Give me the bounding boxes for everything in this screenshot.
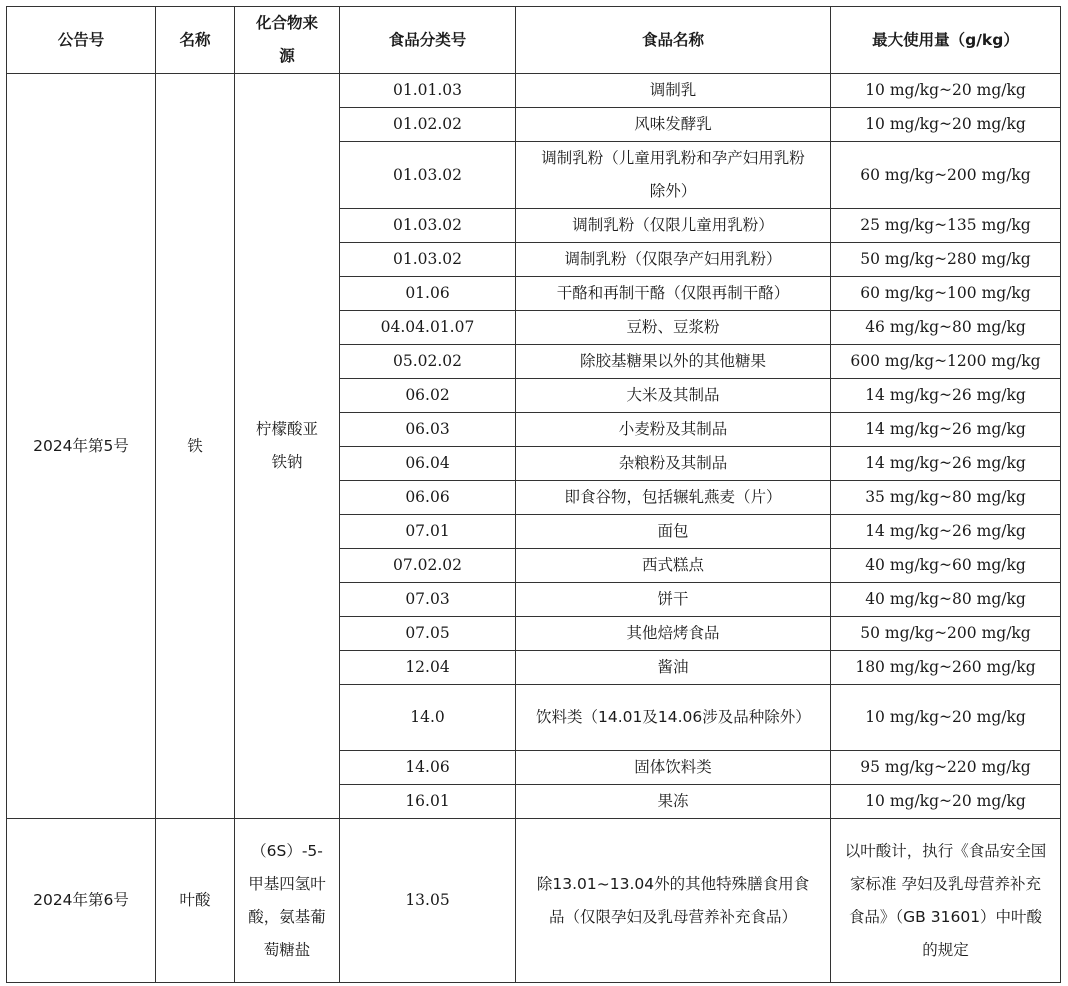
food-name-cell: 豆粉、豆浆粉 bbox=[516, 311, 831, 345]
food-name-cell: 干酪和再制干酪（仅限再制干酪） bbox=[516, 277, 831, 311]
food-code-cell: 14.06 bbox=[340, 751, 516, 785]
food-name-cell: 小麦粉及其制品 bbox=[516, 413, 831, 447]
food-additive-table bbox=[6, 6, 1061, 983]
max-usage-cell: 10 mg/kg~20 mg/kg bbox=[831, 685, 1061, 751]
food-name-cell: 固体饮料类 bbox=[516, 751, 831, 785]
food-code-cell: 06.06 bbox=[340, 481, 516, 515]
table-row bbox=[7, 819, 1061, 983]
table-header bbox=[7, 7, 1061, 74]
food-name-cell: 调制乳粉（仅限孕产妇用乳粉） bbox=[516, 243, 831, 277]
header-name: 名称 bbox=[156, 7, 235, 74]
food-name-cell: 面包 bbox=[516, 515, 831, 549]
food-code-cell: 16.01 bbox=[340, 785, 516, 819]
food-code-cell: 01.03.02 bbox=[340, 142, 516, 209]
max-usage-cell: 14 mg/kg~26 mg/kg bbox=[831, 413, 1061, 447]
max-usage-cell: 95 mg/kg~220 mg/kg bbox=[831, 751, 1061, 785]
announcement-cell: 2024年第6号 bbox=[7, 819, 156, 983]
max-usage-cell: 180 mg/kg~260 mg/kg bbox=[831, 651, 1061, 685]
table-body bbox=[7, 74, 1061, 983]
food-code-cell: 01.01.03 bbox=[340, 74, 516, 108]
table-row bbox=[7, 74, 1061, 108]
food-code-cell: 07.05 bbox=[340, 617, 516, 651]
max-usage-cell: 14 mg/kg~26 mg/kg bbox=[831, 379, 1061, 413]
food-name-cell: 杂粮粉及其制品 bbox=[516, 447, 831, 481]
food-name-cell: 除胶基糖果以外的其他糖果 bbox=[516, 345, 831, 379]
max-usage-cell: 60 mg/kg~100 mg/kg bbox=[831, 277, 1061, 311]
header-food-name: 食品名称 bbox=[516, 7, 831, 74]
food-code-cell: 06.02 bbox=[340, 379, 516, 413]
header-food-category-code: 食品分类号 bbox=[340, 7, 516, 74]
food-code-cell: 01.02.02 bbox=[340, 108, 516, 142]
max-usage-cell: 600 mg/kg~1200 mg/kg bbox=[831, 345, 1061, 379]
food-name-cell: 大米及其制品 bbox=[516, 379, 831, 413]
food-name-cell: 酱油 bbox=[516, 651, 831, 685]
food-code-cell: 07.01 bbox=[340, 515, 516, 549]
max-usage-cell: 10 mg/kg~20 mg/kg bbox=[831, 108, 1061, 142]
max-usage-cell: 50 mg/kg~200 mg/kg bbox=[831, 617, 1061, 651]
header-row bbox=[7, 7, 1061, 74]
food-code-cell: 13.05 bbox=[340, 819, 516, 983]
max-usage-cell: 10 mg/kg~20 mg/kg bbox=[831, 74, 1061, 108]
max-usage-cell: 40 mg/kg~60 mg/kg bbox=[831, 549, 1061, 583]
max-usage-cell: 14 mg/kg~26 mg/kg bbox=[831, 515, 1061, 549]
max-usage-cell: 35 mg/kg~80 mg/kg bbox=[831, 481, 1061, 515]
header-max-usage: 最大使用量（g/kg） bbox=[831, 7, 1061, 74]
food-code-cell: 06.03 bbox=[340, 413, 516, 447]
food-name-cell: 风味发酵乳 bbox=[516, 108, 831, 142]
food-code-cell: 01.06 bbox=[340, 277, 516, 311]
food-code-cell: 14.0 bbox=[340, 685, 516, 751]
nutrient-name-cell: 叶酸 bbox=[156, 819, 235, 983]
max-usage-cell: 60 mg/kg~200 mg/kg bbox=[831, 142, 1061, 209]
max-usage-cell: 以叶酸计，执行《食品安全国家标准 孕妇及乳母营养补充食品》（GB 31601）中叶酸的规定 bbox=[831, 819, 1061, 983]
max-usage-cell: 14 mg/kg~26 mg/kg bbox=[831, 447, 1061, 481]
food-name-cell: 其他焙烤食品 bbox=[516, 617, 831, 651]
max-usage-cell: 10 mg/kg~20 mg/kg bbox=[831, 785, 1061, 819]
header-compound-source: 化合物来源 bbox=[235, 7, 340, 74]
food-code-cell: 12.04 bbox=[340, 651, 516, 685]
food-name-cell: 果冻 bbox=[516, 785, 831, 819]
nutrient-name-cell: 铁 bbox=[156, 74, 235, 819]
max-usage-cell: 46 mg/kg~80 mg/kg bbox=[831, 311, 1061, 345]
food-name-cell: 除13.01~13.04外的其他特殊膳食用食品（仅限孕妇及乳母营养补充食品） bbox=[516, 819, 831, 983]
max-usage-cell: 25 mg/kg~135 mg/kg bbox=[831, 209, 1061, 243]
food-name-cell: 调制乳 bbox=[516, 74, 831, 108]
food-code-cell: 05.02.02 bbox=[340, 345, 516, 379]
max-usage-cell: 50 mg/kg~280 mg/kg bbox=[831, 243, 1061, 277]
food-name-cell: 西式糕点 bbox=[516, 549, 831, 583]
announcement-cell: 2024年第5号 bbox=[7, 74, 156, 819]
food-code-cell: 07.03 bbox=[340, 583, 516, 617]
max-usage-cell: 40 mg/kg~80 mg/kg bbox=[831, 583, 1061, 617]
food-name-cell: 调制乳粉（仅限儿童用乳粉） bbox=[516, 209, 831, 243]
compound-source-cell: 柠檬酸亚铁钠 bbox=[235, 74, 340, 819]
food-name-cell: 即食谷物，包括辗轧燕麦（片） bbox=[516, 481, 831, 515]
header-announcement: 公告号 bbox=[7, 7, 156, 74]
food-code-cell: 01.03.02 bbox=[340, 243, 516, 277]
food-code-cell: 01.03.02 bbox=[340, 209, 516, 243]
food-code-cell: 06.04 bbox=[340, 447, 516, 481]
food-code-cell: 07.02.02 bbox=[340, 549, 516, 583]
food-name-cell: 饮料类（14.01及14.06涉及品种除外） bbox=[516, 685, 831, 751]
food-name-cell: 饼干 bbox=[516, 583, 831, 617]
food-code-cell: 04.04.01.07 bbox=[340, 311, 516, 345]
compound-source-cell: （6S）-5-甲基四氢叶酸，氨基葡萄糖盐 bbox=[235, 819, 340, 983]
food-name-cell: 调制乳粉（儿童用乳粉和孕产妇用乳粉除外） bbox=[516, 142, 831, 209]
